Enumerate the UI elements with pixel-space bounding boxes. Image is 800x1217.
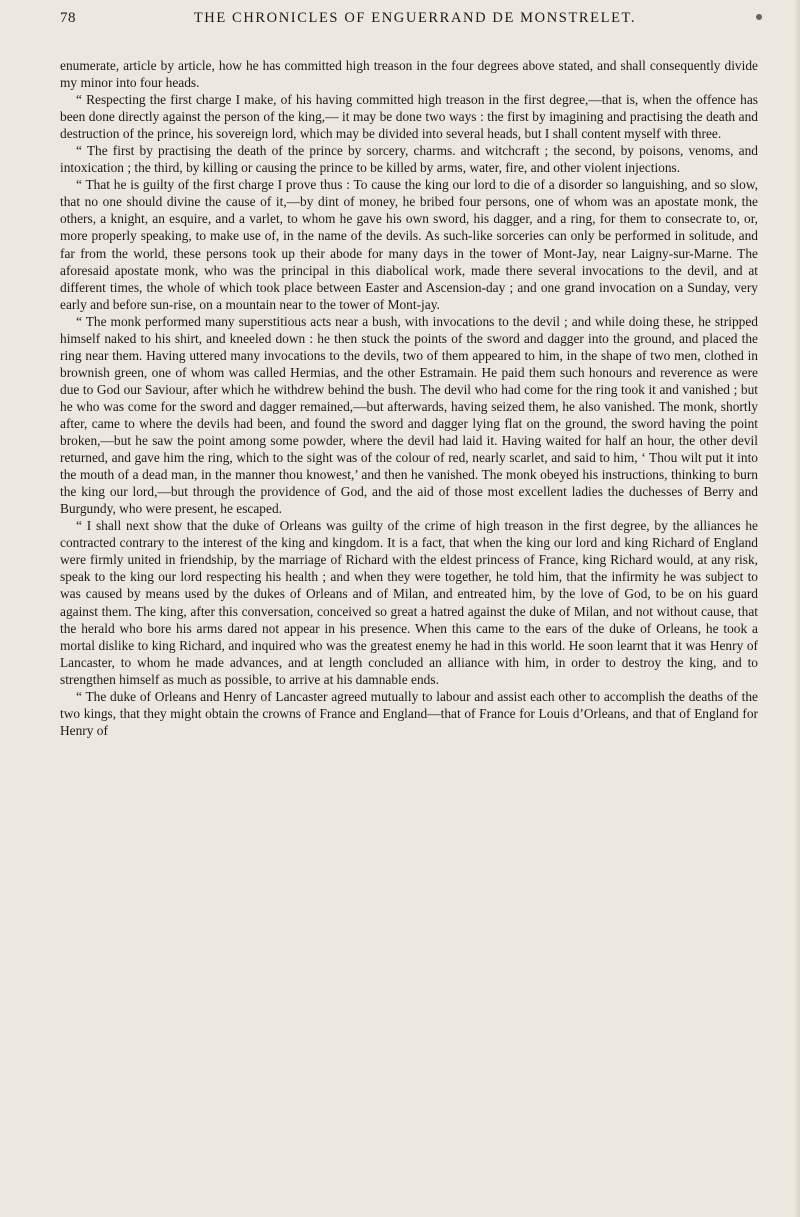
running-head: THE CHRONICLES OF ENGUERRAND DE MONSTRELET.	[193, 10, 637, 26]
paragraph: “ That he is guilty of the first charge I prove thus : To cause the king our lord to die of a disorder so languishing, and so slow, that no one should divine the cause of it,—by dint of money, he bribed four persons, one of whom was an apostate monk, the others, a knight, an esquire, and a varlet, to whom he gave his own sword, his dagger, and a ring, for them to consecrate to, or, more properly speaking, to make use of, in the name of the devils. As such-like sorceries can only be performed in solitude, and far from the world, these persons took up their abode for many days in the tower of Mont-Jay, near Laigny-sur-Marne. The aforesaid apostate monk, who was the principal in this diabolical work, made there several invocations to the devil, and at different times, the whole of which took place between Easter and Ascension-day ; and one grand invocation on a Sunday, very early and before sun-rise, on a mountain near to the tower of Mont-jay.	[60, 177, 758, 312]
page-header	[60, 10, 750, 34]
paragraph: “ The first by practising the death of the prince by sorcery, charms. and witchcraft ; the second, by poisons, venoms, and intoxication ; the third, by killing or causing the prince to be killed by arms, water, fire, and other violent injections.	[60, 143, 758, 176]
paragraph: “ Respecting the first charge I make, of his having committed high treason in the first degree,—that is, when the offence has been done directly against the person of the king,— it may be done two ways : the first by imagining and practising the death and destruction of the prince, his sovereign lord, which may be divided into several heads, but I shall content myself with three.	[60, 92, 758, 142]
paragraph: enumerate, article by article, how he has committed high treason in the four degrees above stated, and shall consequently divide my minor into four heads.	[60, 58, 758, 91]
ink-spot	[756, 14, 762, 20]
page-number: 78	[60, 10, 76, 26]
paragraph: “ I shall next show that the duke of Orleans was guilty of the crime of high treason in the first degree, by the alliances he contracted contrary to the interest of the king and kingdom. It is a fact, that when the king our lord and king Richard of England were firmly united in friendship, by the marriage of Richard with the eldest princess of France, king Richard would, at any risk, speak to the king our lord respecting his health ; and when they were together, he told him, that the infirmity he was subject to was caused by means used by the dukes of Orleans and of Milan, and entreated him, by the love of God, to be on his guard against them. The king, after this conversation, conceived so great a hatred against the duke of Milan, and not without cause, that the herald who bore his arms dared not appear in his presence. When this came to the ears of the duke of Orleans, he took a mortal dislike to king Richard, and inquired who was the greatest enemy he had in this world. He soon learnt that it was Henry of Lancaster, to whom he made advances, and at length concluded an alliance with him, in order to destroy the king, and to strengthen himself as much as possible, to arrive at his damnable ends.	[60, 518, 758, 687]
paragraph: “ The monk performed many superstitious acts near a bush, with invocations to the devil ; and while doing these, he stripped himself naked to his shirt, and kneeled down : he then stuck the points of the sword and dagger into the ground, and placed the ring near them. Having uttered many invocations to the devils, two of them appeared to him, in the shape of two men, clothed in brownish green, one of whom was called Hermias, and the other Estramain. He paid them such honours and reverence as were due to God our Saviour, after which he withdrew behind the bush. The devil who had come for the ring took it and vanished ; but he who was come for the sword and dagger remained,—but afterwards, having seized them, he also vanished. The monk, shortly after, came to where the devils had been, and found the sword and dagger lying flat on the ground, the sword having the point broken,—but he saw the point among some powder, where the devil had laid it. Having waited for half an hour, the other devil returned, and gave him the ring, which to the sight was of the colour of red, nearly scarlet, and said to him, ‘ Thou wilt put it into the mouth of a dead man, in the manner thou knowest,’ and then he vanished. The monk obeyed his instructions, thinking to burn the king our lord,—but through the providence of God, and the aid of those most excellent ladies the duchesses of Berry and Burgundy, who were present, he escaped.	[60, 313, 758, 517]
body-text	[60, 57, 758, 739]
paragraph: “ The duke of Orleans and Henry of Lancaster agreed mutually to labour and assist each other to accomplish the deaths of the two kings, that they might obtain the crowns of France and England—that of France for Louis d’Orleans, and that of England for Henry of	[60, 688, 758, 738]
page-edge-shadow	[794, 0, 800, 1217]
